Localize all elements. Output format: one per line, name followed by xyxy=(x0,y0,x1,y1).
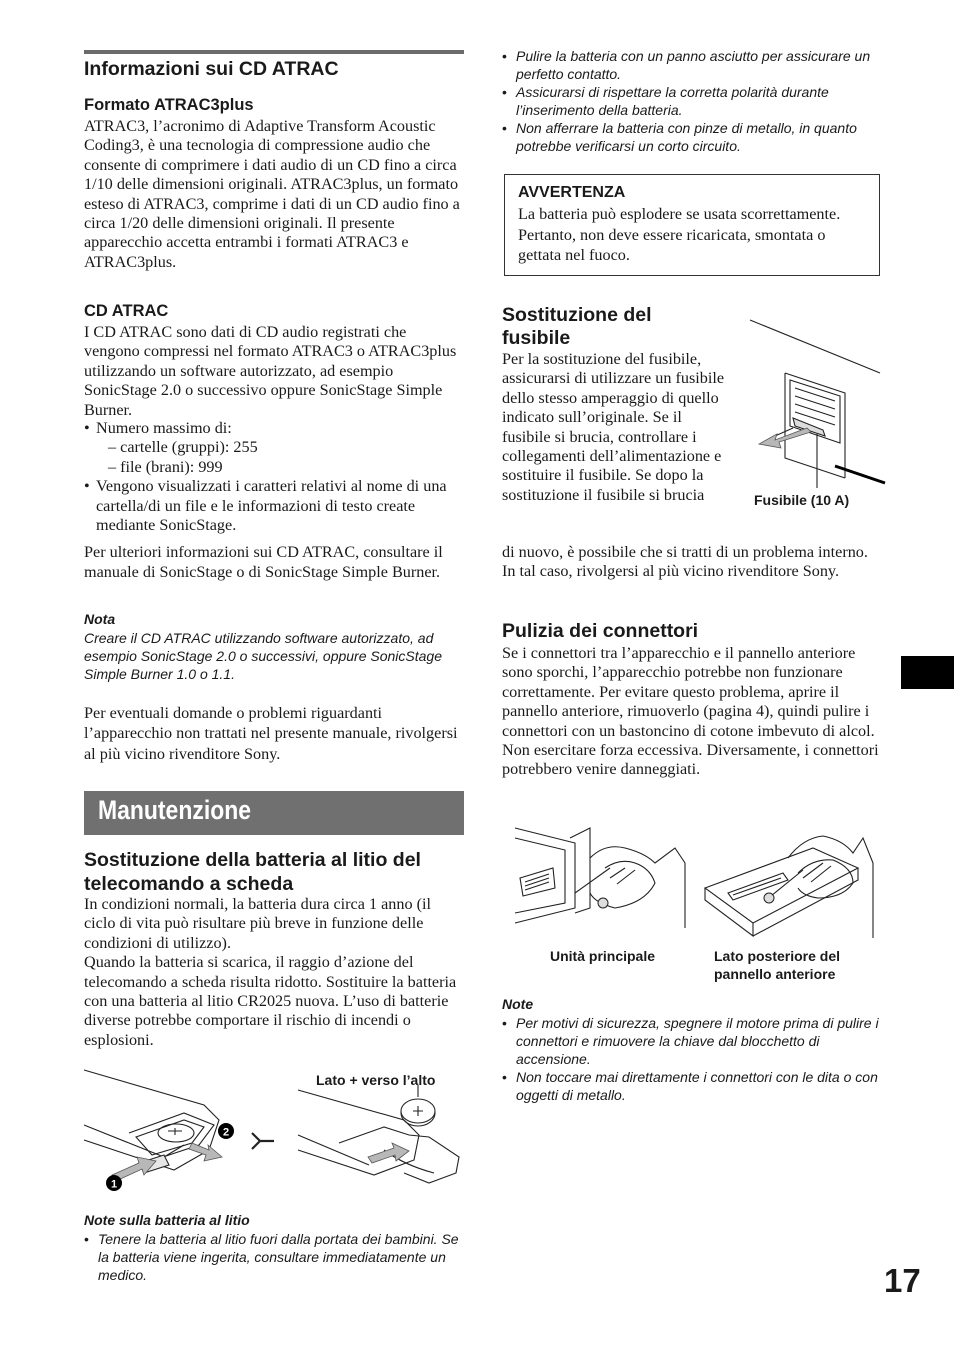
battery-note-item-3: • Non afferrare la batteria con pinze di metallo, in quanto potrebbe verificarsi un corto circuito. xyxy=(502,119,882,155)
connector-note-item-2: • Non toccare mai direttamente i connettori con le dita o con oggetti di metallo. xyxy=(502,1068,882,1104)
heading-connectors: Pulizia dei connettori xyxy=(502,620,699,642)
fuse-illustration xyxy=(745,318,885,488)
page-number: 17 xyxy=(884,1262,921,1299)
caption-battery-side-up: Lato + verso l’alto xyxy=(316,1072,436,1088)
bullet-max-number: • Numero massimo di: – cartelle (gruppi): 255 – file (brani): 999 xyxy=(84,419,464,477)
section-title-atrac: Informazioni sui CD ATRAC xyxy=(84,58,339,80)
text-battery: In condizioni normali, la batteria dura circa 1 anno (il ciclo di vita può risultare più breve in funzione delle condizioni di utilizzo). Quando la batteria si scarica, il raggio d’azione del telecomando a scheda risulta ridotto. Sostituire la batteria con una batteria al litio CR2025 nuova. L’uso di batterie diverse potrebbe comportare il rischio di incendi o esplosioni. xyxy=(84,895,457,1049)
text-questions: Per eventuali domande o problemi riguardanti l’apparecchio non trattati nel presente manuale, rivolgersi al più vicino rivenditore Sony. xyxy=(84,704,458,763)
connector-notes-list xyxy=(502,1014,882,1104)
heading-fuse: Sostituzione del fusibile xyxy=(502,304,652,349)
warning-text: La batteria può esplodere se usata scorrettamente. Pertanto, non deve essere ricaricata, smontata o gettata nel fuoco. xyxy=(518,205,841,264)
battery-note-item-1: • Pulire la batteria con un panno asciutto per assicurare un perfetto contatto. xyxy=(502,47,882,83)
section-top-rule xyxy=(84,50,464,54)
cd-atrac-bullets xyxy=(84,419,464,535)
text-fuse-narrow: Per la sostituzione del fusibile, assicurarsi di utilizzare un fusibile dello stesso amperaggio di quello indicato sull’originale. Se il fusibile si brucia, controllare i collegamenti dell’alimentazione e sostituire il fusibile. Se dopo la sostituzione il fusibile si brucia xyxy=(502,350,725,504)
bullet-sonicstage-text: • Vengono visualizzati i caratteri relativi al nome di una cartella/di un file e le informazioni di testo create mediante SonicStage. xyxy=(84,477,464,535)
battery-notes-continued xyxy=(502,47,882,155)
nota-text: Creare il CD ATRAC utilizzando software autorizzato, ad esempio SonicStage 2.0 o successivi, oppure SonicStage Simple Burner 1.0 o 1.1. xyxy=(84,630,442,682)
text-more-info: Per ulteriori informazioni sui CD ATRAC, consultare il manuale di SonicStage o di SonicStage Simple Burner. xyxy=(84,543,443,581)
caption-fuse: Fusibile (10 A) xyxy=(754,492,850,508)
dash-folders: – cartelle (gruppi): 255 xyxy=(108,438,258,457)
main-unit-illustration xyxy=(515,808,685,938)
warning-box xyxy=(504,174,880,276)
step-2-label: 2 xyxy=(222,1126,230,1139)
text-fuse-wide: di nuovo, è possibile che si tratti di un problema interno. In tal caso, rivolgersi al più vicino rivenditore Sony. xyxy=(502,543,868,581)
step-1-label: 1 xyxy=(110,1178,118,1191)
battery-note-item: • Tenere la batteria al litio fuori dalla portata dei bambini. Se la batteria viene ingerita, consultare immediatamente un medico. xyxy=(84,1230,464,1284)
caption-front-panel: Lato posteriore del pannello anteriore xyxy=(714,948,841,982)
caption-main-unit: Unità principale xyxy=(550,948,656,964)
language-thumb-tab xyxy=(901,656,954,689)
heading-cd-atrac: CD ATRAC xyxy=(84,302,169,320)
connector-notes-heading: Note xyxy=(502,996,534,1012)
battery-notes-list xyxy=(84,1230,464,1284)
front-panel-illustration xyxy=(703,818,873,938)
nota-heading: Nota xyxy=(84,611,116,627)
text-connectors: Se i connettori tra l’apparecchio e il pannello anteriore sono sporchi, l’apparecchio potrebbe non funzionare correttamente. Per evitare questo problema, aprire il pannello anteriore, rimuoverlo (pagina 4), quindi pulire i connettori con un bastoncino di cotone imbevuto di alcol. Non esercitare forza eccessiva. Diversamente, i connettori potrebbero venire danneggiati. xyxy=(502,644,879,779)
battery-notes-heading: Note sulla batteria al litio xyxy=(84,1212,250,1228)
connector-note-item-1: • Per motivi di sicurezza, spegnere il motore prima di pulire i connettori e rimuovere la chiave dal blocchetto di accensione. xyxy=(502,1014,882,1068)
battery-note-item-2: • Assicurarsi di rispettare la corretta polarità durante l’inserimento della batteria. xyxy=(502,83,882,119)
heading-atrac3plus: Formato ATRAC3plus xyxy=(84,96,254,114)
dash-files: – file (brani): 999 xyxy=(108,457,223,476)
section-bar-title: Manutenzione xyxy=(98,795,251,825)
text-atrac3plus: ATRAC3, l’acronimo di Adaptive Transform Acoustic Coding3, è una tecnologia di compressione audio che consente di comprimere i dati audio di un CD fino a circa 1/10 delle dimensioni originali. ATRAC3plus, un formato esteso di ATRAC3, comprime i dati di un CD audio fino a circa 1/20 delle dimensioni originali. Il presente apparecchio accetta entrambi i formati ATRAC3 e ATRAC3plus. xyxy=(84,117,460,271)
section-bar-manutenzione xyxy=(84,791,464,835)
heading-battery: Sostituzione della batteria al litio del telecomando a scheda xyxy=(84,849,421,895)
text-cd-atrac: I CD ATRAC sono dati di CD audio registrati che vengono compressi nel formato ATRAC3 o ATRAC3plus utilizzando un software autorizzato, ad esempio SonicStage 2.0 o successivo oppure SonicStage Simple Burner. xyxy=(84,323,457,419)
warning-heading: AVVERTENZA xyxy=(518,184,626,201)
